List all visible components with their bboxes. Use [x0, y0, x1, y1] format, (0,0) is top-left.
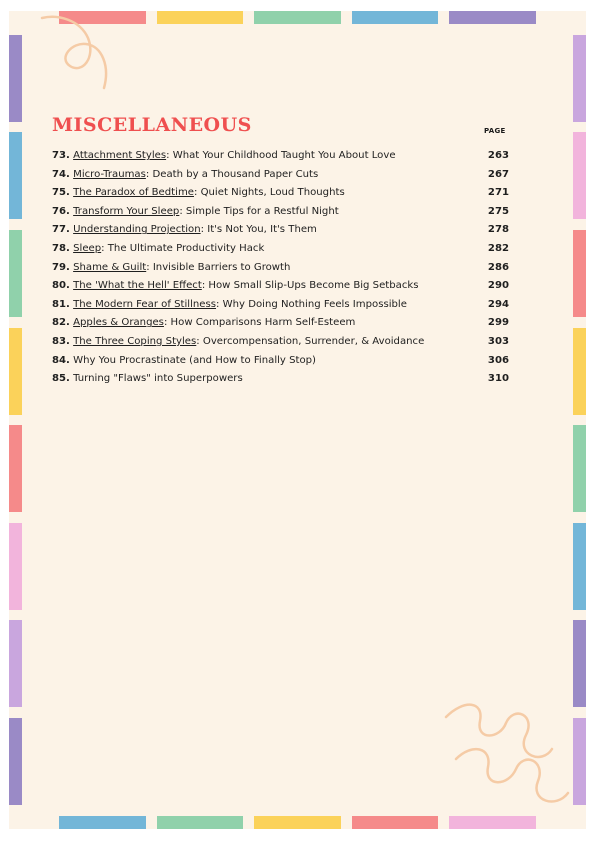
border-bar-right-5	[573, 425, 586, 512]
section-heading: MISCELLANEOUS	[52, 114, 252, 136]
border-bar-left-1	[9, 35, 22, 122]
entry-page-number: 294	[487, 298, 509, 310]
entry-page-number: 278	[487, 224, 509, 236]
toc-entry-83	[52, 336, 509, 355]
entry-page-number: 310	[487, 373, 509, 385]
toc-entry-77	[52, 224, 509, 243]
toc-entry-80	[52, 280, 509, 299]
toc-entry-78	[52, 243, 509, 262]
border-bar-left-4	[9, 328, 22, 415]
entry-subtitle: : How Comparisons Harm Self-Esteem	[163, 317, 356, 329]
entry-subtitle: : Invisible Barriers to Growth	[146, 261, 291, 273]
entry-subtitle: : The Ultimate Productivity Hack	[101, 242, 265, 254]
entry-number: 76.	[52, 205, 70, 217]
page-column-label: PAGE	[484, 127, 506, 135]
toc-entry-73	[52, 150, 509, 169]
entry-number: 80.	[52, 280, 70, 292]
border-bar-left-7	[9, 620, 22, 707]
entry-page-number: 286	[487, 261, 509, 273]
entry-link[interactable]: Understanding Projection	[73, 224, 201, 236]
border-bar-bottom-4	[352, 816, 438, 829]
entry-page-number: 290	[487, 280, 509, 292]
toc-entry-title	[52, 224, 317, 235]
toc-entry-74	[52, 169, 509, 188]
toc-entry-76	[52, 206, 509, 225]
entry-number: 85.	[52, 373, 70, 385]
entry-link[interactable]: The Paradox of Bedtime	[73, 187, 194, 199]
swirl-doodle-icon	[28, 14, 118, 94]
entry-number: 74.	[52, 168, 70, 180]
entry-subtitle: : Death by a Thousand Paper Cuts	[145, 168, 319, 180]
border-bar-right-2	[573, 132, 586, 219]
entry-link[interactable]: The Modern Fear of Stillness	[73, 298, 217, 310]
entry-number: 77.	[52, 224, 70, 236]
entry-number: 75.	[52, 187, 70, 199]
entry-link[interactable]: Shame & Guilt	[73, 261, 147, 273]
entry-page-number: 306	[487, 354, 509, 366]
entry-page-number: 263	[487, 150, 509, 161]
entry-text: Turning "Flaws" into Superpowers	[73, 373, 243, 385]
border-bar-top-4	[352, 11, 438, 24]
entry-page-number: 303	[487, 335, 509, 347]
toc-entry-title	[52, 150, 396, 161]
entry-subtitle: : Overcompensation, Surrender, & Avoidance	[196, 335, 425, 347]
toc-entry-title	[52, 243, 264, 254]
border-bar-left-5	[9, 425, 22, 512]
toc-entry-title	[52, 262, 290, 273]
toc-entry-title	[52, 169, 318, 180]
border-bar-left-6	[9, 523, 22, 610]
entry-page-number: 282	[487, 242, 509, 254]
entry-link[interactable]: The 'What the Hell' Effect	[73, 280, 202, 292]
toc-entry-title	[52, 336, 424, 347]
entry-page-number: 299	[487, 317, 509, 329]
squiggle-doodle-icon	[438, 695, 588, 825]
border-bar-right-4	[573, 328, 586, 415]
entry-number: 83.	[52, 335, 70, 347]
toc-entry-title	[52, 317, 355, 328]
entry-link[interactable]: The Three Coping Styles	[73, 335, 197, 347]
border-bar-right-7	[573, 620, 586, 707]
border-bar-left-8	[9, 718, 22, 805]
entry-subtitle: : Why Doing Nothing Feels Impossible	[216, 298, 407, 310]
entry-subtitle: : It's Not You, It's Them	[200, 224, 317, 236]
border-bar-top-2	[157, 11, 243, 24]
entry-link[interactable]: Sleep	[73, 242, 102, 254]
entry-number: 82.	[52, 317, 70, 329]
entry-text: Why You Procrastinate (and How to Finally Stop)	[73, 354, 316, 366]
toc-entry-79	[52, 262, 509, 281]
border-bar-bottom-2	[157, 816, 243, 829]
toc-entry-84	[52, 355, 509, 374]
table-of-contents	[52, 150, 509, 392]
toc-entry-75	[52, 187, 509, 206]
border-bar-left-2	[9, 132, 22, 219]
toc-entry-title	[52, 206, 339, 217]
entry-number: 73.	[52, 150, 70, 161]
entry-subtitle: : What Your Childhood Taught You About Love	[166, 150, 396, 161]
toc-entry-title	[52, 355, 316, 366]
toc-entry-title	[52, 373, 243, 384]
entry-subtitle: : Quiet Nights, Loud Thoughts	[193, 187, 345, 199]
toc-entry-title	[52, 187, 345, 198]
border-bar-bottom-1	[59, 816, 146, 829]
entry-page-number: 275	[487, 205, 509, 217]
entry-link[interactable]: Micro-Traumas	[73, 168, 146, 180]
border-bar-top-5	[449, 11, 536, 24]
entry-link[interactable]: Attachment Styles	[73, 150, 167, 161]
toc-entry-title	[52, 280, 419, 291]
entry-subtitle: : Simple Tips for a Restful Night	[179, 205, 339, 217]
entry-page-number: 267	[487, 168, 509, 180]
border-bar-top-3	[254, 11, 341, 24]
border-bar-left-3	[9, 230, 22, 317]
entry-link[interactable]: Apples & Oranges	[73, 317, 164, 329]
border-bar-bottom-3	[254, 816, 341, 829]
border-bar-right-1	[573, 35, 586, 122]
toc-entry-82	[52, 317, 509, 336]
entry-number: 84.	[52, 354, 70, 366]
entry-number: 81.	[52, 298, 70, 310]
entry-link[interactable]: Transform Your Sleep	[73, 205, 180, 217]
border-bar-right-6	[573, 523, 586, 610]
entry-page-number: 271	[487, 187, 509, 199]
toc-entry-81	[52, 299, 509, 318]
toc-entry-title	[52, 299, 407, 310]
entry-number: 79.	[52, 261, 70, 273]
entry-number: 78.	[52, 242, 70, 254]
entry-subtitle: : How Small Slip-Ups Become Big Setbacks	[201, 280, 419, 292]
toc-entry-85	[52, 373, 509, 392]
border-bar-right-3	[573, 230, 586, 317]
